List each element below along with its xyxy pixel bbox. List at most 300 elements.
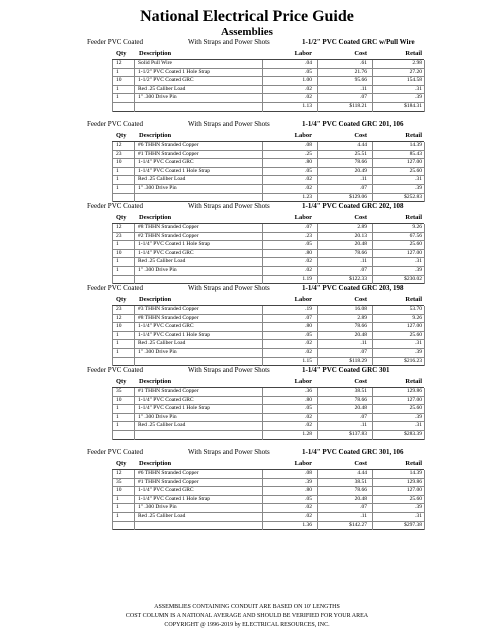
col-retail-header: Retail (405, 460, 422, 467)
table-row (112, 60, 424, 69)
row-labor: .02 (305, 504, 312, 511)
row-labor: .07 (305, 314, 312, 321)
row-retail: .31 (415, 258, 422, 265)
col-description-header: Description (139, 214, 172, 221)
col-cost-header: Cost (354, 296, 367, 303)
row-cost: 20.48 (354, 241, 367, 248)
table-row (112, 151, 424, 160)
row-description: #1 THHN Stranded Copper (138, 388, 199, 394)
row-description: 1-1/4" PVC Coated 1 Hole Strap (138, 405, 211, 412)
row-qty: 23 (116, 232, 122, 239)
table-row (112, 267, 424, 276)
row-labor: .80 (305, 249, 312, 256)
row-qty: 12 (116, 142, 122, 148)
page-subtitle: Assemblies (221, 26, 273, 38)
total-cost: $129.06 (349, 193, 367, 200)
table-row (112, 69, 424, 78)
row-labor: .05 (305, 68, 312, 75)
row-cost: 4.44 (357, 142, 367, 148)
table-row (112, 241, 424, 250)
row-labor: .80 (305, 323, 312, 330)
row-qty: 1 (116, 512, 119, 519)
col-retail-header: Retail (405, 296, 422, 303)
table-column-divider (134, 388, 135, 440)
footer-note-cost: COST COLUMN IS A NATIONAL AVERAGE AND SHOULD BE VERIFIED FOR YOUR AREA (125, 613, 369, 619)
row-retail: 85.43 (409, 150, 422, 157)
col-cost-header: Cost (354, 132, 367, 139)
row-description: 1-1/4" PVC Coated 1 Hole Strap (138, 241, 211, 248)
column-headers (0, 295, 494, 305)
row-labor: .36 (305, 388, 312, 394)
table-row (112, 142, 424, 151)
table-column-divider (112, 388, 113, 440)
row-qty: 1 (116, 266, 119, 273)
table-row (112, 513, 424, 522)
row-cost: 25.51 (354, 150, 367, 157)
total-labor: 1.28 (302, 430, 312, 437)
section-with-label: With Straps and Power Shots (188, 38, 270, 46)
table-column-divider (262, 60, 263, 112)
table-row (112, 168, 424, 177)
row-description: Red .25 Caliber Load (138, 340, 186, 347)
row-retail: 9.26 (412, 224, 422, 230)
row-cost: 78.66 (354, 396, 367, 403)
row-retail: 127.00 (406, 396, 422, 403)
table-column-divider (262, 388, 263, 440)
row-description: 1-1/2" PVC Coated GRC (138, 77, 194, 84)
row-retail: .31 (415, 512, 422, 519)
table-row (112, 250, 424, 259)
parts-table (112, 305, 424, 366)
row-cost: .07 (360, 413, 367, 420)
section-with-label: With Straps and Power Shots (188, 202, 270, 210)
row-cost: .07 (360, 94, 367, 101)
row-retail: .39 (415, 94, 422, 101)
row-retail: .39 (415, 413, 422, 420)
row-labor: .02 (305, 348, 312, 355)
table-column-divider (317, 388, 318, 440)
row-cost: .07 (360, 266, 367, 273)
row-description: Red .25 Caliber Load (138, 258, 186, 265)
table-row (112, 397, 424, 406)
table-row (112, 258, 424, 267)
assembly-section (0, 447, 494, 529)
row-qty: 12 (116, 470, 122, 476)
table-row (112, 504, 424, 513)
row-qty: 1 (116, 167, 119, 174)
row-retail: 14.39 (409, 470, 422, 476)
table-row (112, 414, 424, 423)
total-labor: 1.23 (302, 193, 312, 200)
column-headers (0, 213, 494, 223)
table-column-divider (372, 142, 373, 202)
table-row (112, 176, 424, 185)
row-labor: .02 (305, 184, 312, 191)
row-qty: 1 (116, 241, 119, 248)
row-description: 1-1/4" PVC Coated GRC (138, 487, 194, 494)
column-headers (0, 131, 494, 141)
total-row (112, 103, 424, 112)
page-title: National Electrical Price Guide (140, 8, 354, 25)
row-labor: .08 (305, 470, 312, 476)
row-retail: 53.70 (409, 306, 422, 312)
row-labor: .80 (305, 396, 312, 403)
table-column-divider (424, 470, 425, 530)
row-cost: 78.66 (354, 159, 367, 166)
row-labor: .02 (305, 413, 312, 420)
row-retail: .31 (415, 176, 422, 183)
row-cost: .07 (360, 348, 367, 355)
row-cost: 38.51 (354, 388, 367, 394)
section-assembly-name: 1-1/4" PVC Coated GRC 203, 198 (302, 284, 404, 292)
table-column-divider (317, 142, 318, 202)
row-description: Red .25 Caliber Load (138, 176, 186, 183)
row-qty: 1 (116, 495, 119, 502)
col-qty-header: Qty (116, 132, 127, 139)
row-description: 1" .300 Drive Pin (138, 94, 177, 101)
table-row (112, 496, 424, 505)
row-description: 1-1/4" PVC Coated 1 Hole Strap (138, 167, 211, 174)
table-column-divider (424, 388, 425, 440)
table-row (112, 185, 424, 194)
row-labor: .25 (305, 150, 312, 157)
total-cost: $118.21 (349, 102, 367, 109)
section-assembly-name: 1-1/4" PVC Coated GRC 202, 108 (302, 202, 404, 210)
total-labor: 1.19 (302, 275, 312, 282)
section-feeder-label: Feeder PVC Coated (87, 120, 143, 128)
row-qty: 1 (116, 85, 119, 92)
row-retail: 27.20 (409, 68, 422, 75)
row-qty: 12 (116, 314, 122, 321)
table-column-divider (424, 224, 425, 284)
row-description: Red .25 Caliber Load (138, 422, 186, 429)
parts-table (112, 141, 424, 202)
table-row (112, 94, 424, 103)
row-description: #6 THHN Stranded Copper (138, 470, 199, 476)
row-labor: .07 (305, 224, 312, 230)
col-qty-header: Qty (116, 296, 127, 303)
row-retail: 129.86 (406, 388, 422, 394)
table-column-divider (317, 60, 318, 112)
table-row (112, 315, 424, 324)
col-labor-header: Labor (294, 378, 312, 385)
table-column-divider (262, 142, 263, 202)
table-row (112, 349, 424, 358)
table-column-divider (112, 224, 113, 284)
section-header (0, 37, 494, 47)
row-labor: .05 (305, 331, 312, 338)
col-cost-header: Cost (354, 460, 367, 467)
total-cost: $122.33 (349, 275, 367, 282)
table-row (112, 233, 424, 242)
table-column-divider (424, 142, 425, 202)
table-column-divider (372, 306, 373, 366)
total-cost: $137.83 (349, 430, 367, 437)
total-cost: $118.29 (349, 357, 367, 364)
row-retail: .31 (415, 422, 422, 429)
total-labor: 1.13 (302, 102, 312, 109)
row-retail: 9.26 (412, 314, 422, 321)
total-labor: 1.15 (302, 357, 312, 364)
total-retail: $216.23 (404, 357, 422, 364)
col-description-header: Description (139, 378, 172, 385)
row-qty: 1 (116, 422, 119, 429)
row-qty: 10 (116, 323, 122, 330)
section-feeder-label: Feeder PVC Coated (87, 38, 143, 46)
table-row (112, 323, 424, 332)
row-cost: .07 (360, 184, 367, 191)
total-row (112, 431, 424, 440)
table-column-divider (317, 224, 318, 284)
assembly-section (0, 119, 494, 201)
row-cost: 78.66 (354, 249, 367, 256)
total-retail: $230.02 (404, 275, 422, 282)
row-labor: .02 (305, 85, 312, 92)
total-retail: $252.83 (404, 193, 422, 200)
row-cost: 2.89 (357, 224, 367, 230)
row-cost: .11 (360, 85, 367, 92)
col-labor-header: Labor (294, 296, 312, 303)
row-labor: .05 (305, 241, 312, 248)
parts-table (112, 59, 424, 112)
section-feeder-label: Feeder PVC Coated (87, 448, 143, 456)
col-qty-header: Qty (116, 378, 127, 385)
row-retail: 2.98 (412, 60, 422, 66)
col-qty-header: Qty (116, 214, 127, 221)
row-cost: 20.48 (354, 495, 367, 502)
section-feeder-label: Feeder PVC Coated (87, 202, 143, 210)
assembly-section (0, 365, 494, 447)
row-qty: 1 (116, 184, 119, 191)
table-row (112, 422, 424, 431)
row-cost: 21.76 (354, 68, 367, 75)
table-row (112, 306, 424, 315)
total-retail: $283.39 (404, 430, 422, 437)
total-retail: $297.38 (404, 521, 422, 528)
table-row (112, 405, 424, 414)
row-retail: 25.60 (409, 495, 422, 502)
row-description: 1-1/4" PVC Coated 1 Hole Strap (138, 331, 211, 338)
col-description-header: Description (139, 460, 172, 467)
col-retail-header: Retail (405, 378, 422, 385)
row-labor: .08 (305, 142, 312, 148)
col-labor-header: Labor (294, 214, 312, 221)
section-with-label: With Straps and Power Shots (188, 448, 270, 456)
row-description: #1 THHN Stranded Copper (138, 478, 199, 485)
col-labor-header: Labor (294, 50, 312, 57)
row-retail: 25.60 (409, 167, 422, 174)
row-cost: 16.08 (354, 306, 367, 312)
table-row (112, 487, 424, 496)
row-labor: .02 (305, 422, 312, 429)
table-row (112, 388, 424, 397)
row-qty: 1 (116, 348, 119, 355)
row-description: #6 THHN Stranded Copper (138, 142, 199, 148)
row-description: Red .25 Caliber Load (138, 512, 186, 519)
col-cost-header: Cost (354, 378, 367, 385)
table-row (112, 77, 424, 86)
row-description: Solid Pull Wire (138, 60, 172, 66)
section-header (0, 201, 494, 211)
row-description: 1-1/4" PVC Coated GRC (138, 249, 194, 256)
row-qty: 12 (116, 60, 122, 66)
row-description: Red .25 Caliber Load (138, 85, 186, 92)
table-column-divider (134, 142, 135, 202)
row-qty: 23 (116, 306, 122, 312)
row-retail: .39 (415, 348, 422, 355)
assembly-sections (0, 37, 494, 529)
parts-table (112, 469, 424, 530)
parts-table (112, 223, 424, 284)
table-column-divider (112, 142, 113, 202)
row-labor: .39 (305, 478, 312, 485)
row-description: 1" .300 Drive Pin (138, 413, 177, 420)
column-headers (0, 377, 494, 387)
section-feeder-label: Feeder PVC Coated (87, 284, 143, 292)
table-column-divider (134, 60, 135, 112)
row-cost: 38.51 (354, 478, 367, 485)
section-with-label: With Straps and Power Shots (188, 120, 270, 128)
table-column-divider (112, 306, 113, 366)
row-qty: 10 (116, 159, 122, 166)
col-retail-header: Retail (405, 214, 422, 221)
table-column-divider (317, 306, 318, 366)
table-column-divider (424, 306, 425, 366)
col-cost-header: Cost (354, 50, 367, 57)
row-cost: 20.13 (354, 232, 367, 239)
row-qty: 10 (116, 249, 122, 256)
row-retail: .39 (415, 504, 422, 511)
assembly-section (0, 201, 494, 283)
table-row (112, 224, 424, 233)
row-cost: 78.66 (354, 323, 367, 330)
row-retail: .39 (415, 266, 422, 273)
column-headers (0, 459, 494, 469)
row-cost: 4.44 (357, 470, 367, 476)
table-column-divider (262, 470, 263, 530)
row-description: #8 THHN Stranded Copper (138, 314, 199, 321)
row-labor: .02 (305, 258, 312, 265)
table-column-divider (134, 306, 135, 366)
row-cost: 95.66 (354, 77, 367, 84)
row-labor: .02 (305, 266, 312, 273)
table-column-divider (112, 60, 113, 112)
row-description: 1-1/4" PVC Coated GRC (138, 159, 194, 166)
row-cost: .11 (360, 176, 367, 183)
table-row (112, 479, 424, 488)
row-description: #3 THHN Stranded Copper (138, 306, 199, 312)
table-column-divider (317, 470, 318, 530)
row-labor: .05 (305, 495, 312, 502)
table-column-divider (424, 60, 425, 112)
table-row (112, 332, 424, 341)
section-assembly-name: 1-1/2" PVC Coated GRC w/Pull Wire (302, 38, 415, 46)
table-row (112, 86, 424, 95)
row-retail: 25.60 (409, 331, 422, 338)
table-row (112, 159, 424, 168)
footer-copyright: COPYRIGHT @ 1996-2019 by ELECTRICAL RESOURCES, INC. (164, 622, 330, 628)
row-labor: .23 (305, 232, 312, 239)
assembly-section (0, 283, 494, 365)
col-retail-header: Retail (405, 132, 422, 139)
row-retail: .31 (415, 340, 422, 347)
row-cost: .11 (360, 512, 367, 519)
col-retail-header: Retail (405, 50, 422, 57)
section-feeder-label: Feeder PVC Coated (87, 366, 143, 374)
row-cost: .11 (360, 340, 367, 347)
table-column-divider (262, 306, 263, 366)
section-assembly-name: 1-1/4" PVC Coated GRC 301 (302, 366, 390, 374)
row-qty: 1 (116, 68, 119, 75)
col-labor-header: Labor (294, 460, 312, 467)
row-labor: .04 (305, 60, 312, 66)
row-cost: 78.66 (354, 487, 367, 494)
row-qty: 10 (116, 396, 122, 403)
row-description: 1-1/4" PVC Coated 1 Hole Strap (138, 495, 211, 502)
row-cost: .11 (360, 422, 367, 429)
row-retail: 127.00 (406, 159, 422, 166)
row-description: 1" .300 Drive Pin (138, 504, 177, 511)
col-description-header: Description (139, 132, 172, 139)
col-description-header: Description (139, 50, 172, 57)
row-qty: 23 (116, 150, 122, 157)
table-column-divider (134, 470, 135, 530)
row-cost: 20.48 (354, 405, 367, 412)
total-labor: 1.36 (302, 521, 312, 528)
row-labor: .05 (305, 405, 312, 412)
row-retail: 25.60 (409, 241, 422, 248)
row-labor: .05 (305, 167, 312, 174)
row-description: 1" .300 Drive Pin (138, 348, 177, 355)
row-qty: 10 (116, 77, 122, 84)
section-assembly-name: 1-1/4" PVC Coated GRC 301, 106 (302, 448, 404, 456)
row-qty: 1 (116, 94, 119, 101)
col-description-header: Description (139, 296, 172, 303)
row-description: #1 THHN Stranded Copper (138, 150, 199, 157)
row-retail: 127.00 (406, 487, 422, 494)
row-cost: .07 (360, 504, 367, 511)
footer-note-lengths: ASSEMBLIES CONTAINING CONDUIT ARE BASED ON 10' LENGTHS (154, 604, 340, 610)
col-qty-header: Qty (116, 50, 127, 57)
row-description: #8 THHN Stranded Copper (138, 224, 199, 230)
table-column-divider (372, 388, 373, 440)
row-qty: 1 (116, 340, 119, 347)
section-header (0, 447, 494, 457)
row-retail: .31 (415, 85, 422, 92)
row-labor: .19 (305, 306, 312, 312)
row-description: #2 THHN Stranded Copper (138, 232, 199, 239)
table-column-divider (372, 224, 373, 284)
row-description: 1" .300 Drive Pin (138, 266, 177, 273)
row-cost: 20.49 (354, 167, 367, 174)
section-header (0, 283, 494, 293)
row-labor: .02 (305, 176, 312, 183)
row-cost: 2.89 (357, 314, 367, 321)
row-qty: 1 (116, 413, 119, 420)
section-header (0, 119, 494, 129)
row-description: 1" .300 Drive Pin (138, 184, 177, 191)
row-labor: 1.00 (302, 77, 312, 84)
row-description: 1-1/4" PVC Coated GRC (138, 396, 194, 403)
col-labor-header: Labor (294, 132, 312, 139)
table-column-divider (372, 470, 373, 530)
row-description: 1-1/4" PVC Coated GRC (138, 323, 194, 330)
row-qty: 35 (116, 388, 122, 394)
col-qty-header: Qty (116, 460, 127, 467)
row-qty: 1 (116, 405, 119, 412)
table-row (112, 340, 424, 349)
assembly-section (0, 37, 494, 119)
